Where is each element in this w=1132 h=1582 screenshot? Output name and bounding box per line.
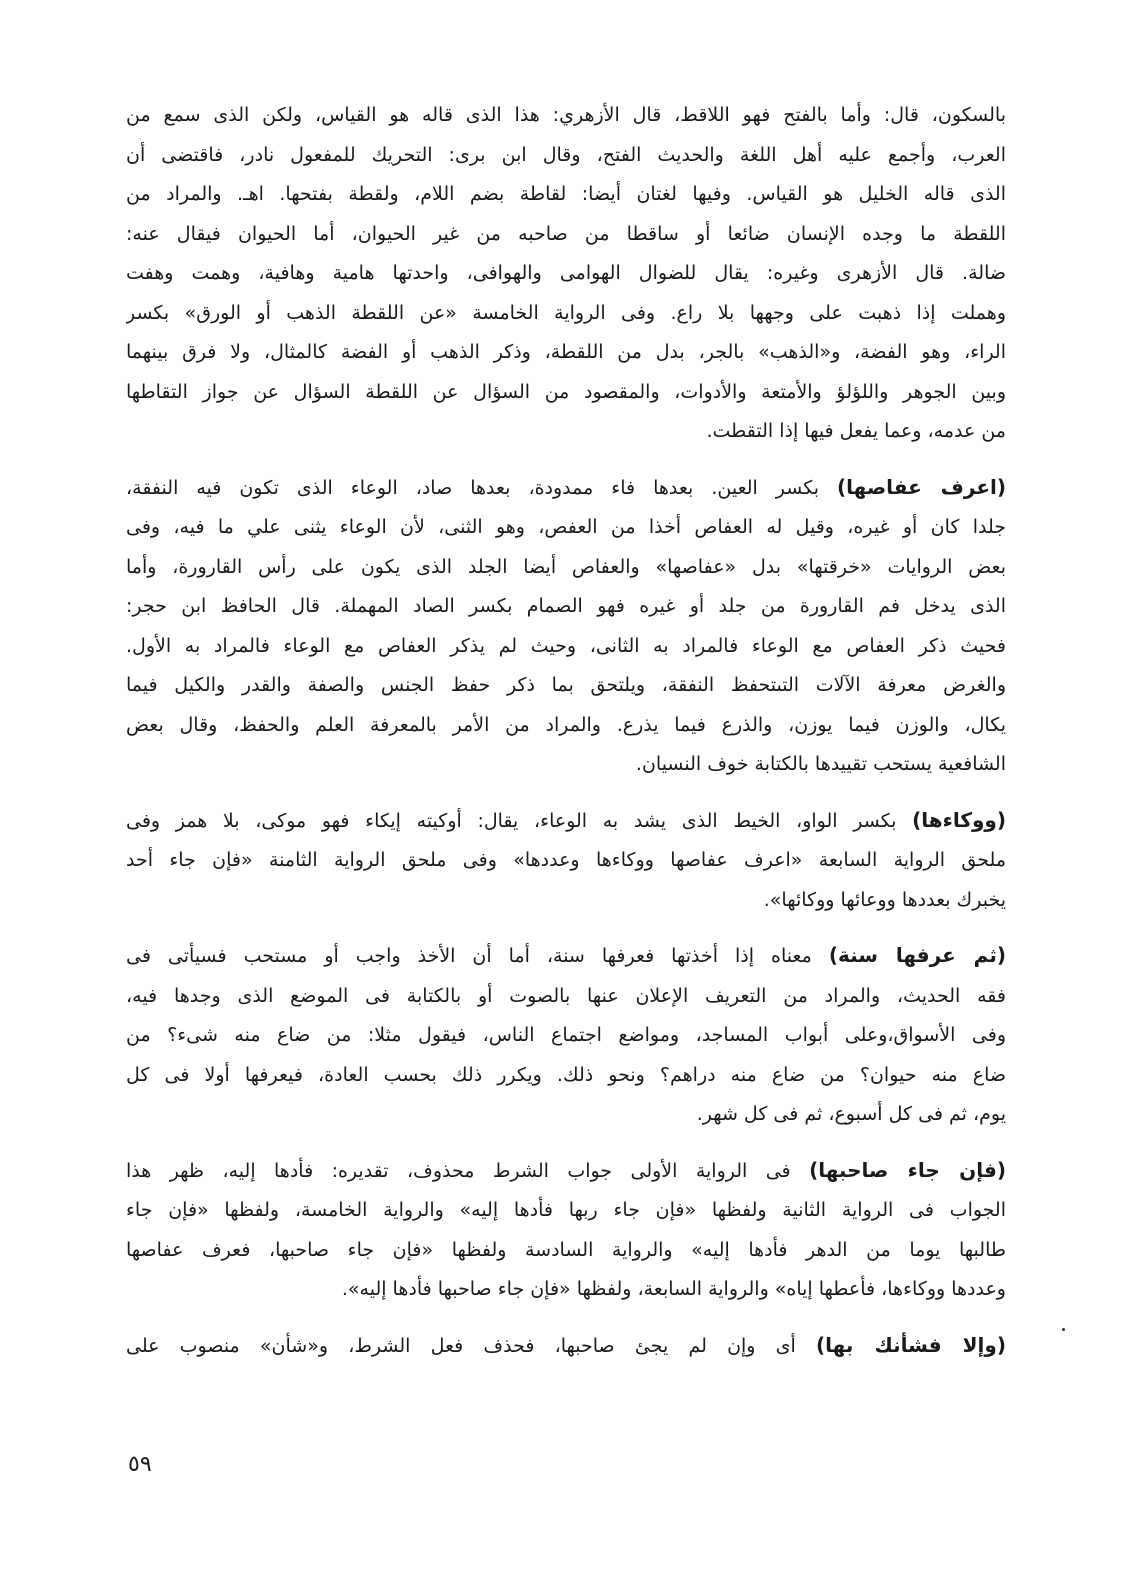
- text-line: وبين الجوهر واللؤلؤ والأمتعة والأدوات، والمقصود من السؤال عن اللقطة السؤال عن جواز التقاطها: [126, 380, 1006, 403]
- text-line: طالبها يوما من الدهر فأدها إليه» والرواية السادسة ولفظها «فإن جاء صاحبها، فعرف عفاصها: [126, 1238, 1006, 1261]
- text-line: جلدا كان أو غيره، وقيل له العفاص أخذا من العفص، وهو الثنى، لأن الوعاء يثنى علي ما فيه، وفى: [126, 516, 1006, 538]
- text-line: فقه الحديث، والمراد من التعريف الإعلان عنها بالصوت أو بالكتابة فى الموضع الذى وجدها فيه،: [126, 984, 1006, 1007]
- text-line: بعض الروايات «خرقتها» بدل «عفاصها» والعفاص أيضا الجلد الذى يكون على رأس القارورة، وأما: [126, 555, 1006, 578]
- text-line: بالسكون، قال: وأما بالفتح فهو اللاقط، قال الأزهري: هذا الذى قاله هو القياس، ولكن الذى سمع من: [126, 104, 1006, 126]
- page-number: ٥٩: [128, 1452, 152, 1477]
- paragraph-intro: [126, 96, 1006, 452]
- text-line: الراء، وهو الفضة، و«الذهب» بالجر، بدل من اللقطة، وذكر الذهب أو الفضة كالمثال، ولا فرق بينهما: [126, 341, 1006, 363]
- paragraph-ifasaha: [126, 468, 1006, 785]
- text-line: وهملت إذا ذهبت على وجهها بلا راع. وفى الرواية الخامسة «عن اللقطة الذهب أو الورق» بكسر: [126, 301, 1006, 324]
- paragraph-arrifha: [126, 936, 1006, 1135]
- text-line: وفى الأسواق،وعلى أبواب المساجد، ومواضع اجتماع الناس، فيقول مثلا: من ضاع منه شىء؟ من: [126, 1024, 1006, 1046]
- text-line: من عدمه، وعما يفعل فيها إذا التقطت.: [706, 420, 1006, 442]
- text-line: يوم، ثم فى كل أسبوع، ثم فى كل شهر.: [696, 1103, 1006, 1125]
- lemma-heading: (فإن جاء صاحبها): [809, 1157, 1006, 1182]
- line-rest: بكسر العين. بعدها فاء ممدودة، بعدها صاد، الوعاء الذى تكون فيه النفقة،: [126, 476, 837, 499]
- text-line: اللقطة ما وجده الإنسان ضائعا أو ساقطا من صاحبه من غير الحيوان، أما الحيوان فيقال عنه:: [126, 222, 1006, 245]
- page-body: [126, 96, 1006, 1382]
- lemma-heading: (اعرف عفاصها): [837, 474, 1006, 499]
- paragraph-sahibuha: [126, 1151, 1006, 1310]
- text-line: ملحق الرواية السابعة «اعرف عفاصها ووكاءها وعددها» وفى ملحق الرواية الثامنة «فإن جاء أحد: [126, 849, 1006, 871]
- text-line: ضاع منه حيوان؟ من ضاع منه دراهم؟ ونحو ذلك. ويكرر ذلك بحسب العادة، فيعرفها أولا فى كل: [126, 1063, 1006, 1086]
- lemma-heading: (وإلا فشأنك بها): [816, 1332, 1006, 1357]
- text-line: فحيث ذكر العفاص مع الوعاء فالمراد به الثانى، وحيث لم يذكر العفاص مع الوعاء فالمراد به الأول.: [126, 634, 1006, 657]
- text-line: الذى يدخل فم القارورة من جلد أو غيره فهو الصمام بكسر الصاد المهملة. قال الحافظ ابن حجر:: [126, 595, 1006, 617]
- text-line: ضالة. قال الأزهرى وغيره: يقال للضوال الهوامى والهوافى، واحدتها هامية وهافية، وهمت وهفت: [126, 262, 1006, 284]
- text-line: الجواب فى الرواية الثانية ولفظها «فإن جاء ربها فأدها إليه» والرواية الخامسة، ولفظها «فإن جاء: [126, 1199, 1006, 1221]
- text-line: [126, 801, 1006, 842]
- text-line: [126, 1326, 1006, 1367]
- paragraph-shanuka: [126, 1326, 1006, 1367]
- text-line: يكال، والوزن فيما يوزن، والذرع فيما يذرع. والمراد من الأمر بالمعرفة العلم والحفظ، وقال بعض: [126, 713, 1006, 736]
- text-line: العرب، وأجمع عليه أهل اللغة والحديث الفتح، وقال ابن برى: التحريك للمفعول نادر، فاقتضى أن: [126, 143, 1006, 166]
- line-rest: أى وإن لم يجئ صاحبها، فحذف فعل الشرط، و«شأن» منصوب على: [126, 1334, 816, 1357]
- text-line: وعددها ووكاءها، فأعطها إياه» والرواية السابعة، ولفظها «فإن جاء صاحبها فأدها إليه».: [341, 1278, 1006, 1300]
- scan-speck: [1062, 1328, 1065, 1331]
- lemma-heading: (ثم عرفها سنة): [828, 943, 1006, 967]
- text-line: الذى قاله الخليل هو القياس. وفيها لغتان أيضا: لقاطة بضم اللام، ولقطة بفتحها. اهـ. والمراد من: [126, 183, 1006, 205]
- text-line: يخبرك بعددها ووعائها ووكائها».: [763, 888, 1006, 911]
- paragraph-wikaaha: [126, 801, 1006, 921]
- text-line: [126, 1151, 1006, 1192]
- line-rest: معناه إذا أخذتها فعرفها سنة، أما أن الأخذ واجب أو مستحب فسيأتى فى: [126, 945, 829, 967]
- text-line: الشافعية يستحب تقييدها بالكتابة خوف النسيان.: [635, 753, 1006, 775]
- text-line: والغرض معرفة الآلات التىتحفظ النفقة، ويلتحق بما ذكر حفظ الجنس والصفة والقدر والكيل فيما: [126, 674, 1006, 696]
- text-line: [126, 468, 1006, 509]
- line-rest: فى الرواية الأولى جواب الشرط محذوف، تقديره: فأدها إليه، ظهر هذا: [126, 1159, 810, 1182]
- text-line: [126, 936, 1006, 977]
- lemma-heading: (ووكاءها): [912, 807, 1006, 832]
- line-rest: بكسر الواو، الخيط الذى يشد به الوعاء، يقال: أوكيته إيكاء فهو موكى، بلا همز وفى: [126, 809, 913, 832]
